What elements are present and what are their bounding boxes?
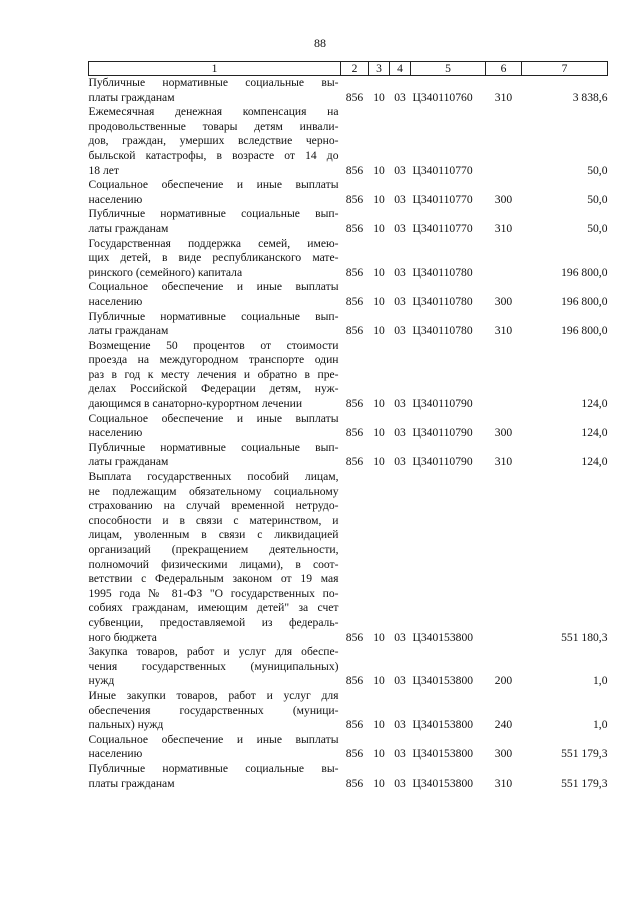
subsection-code: 03 bbox=[394, 674, 406, 688]
section-code: 10 bbox=[373, 90, 385, 104]
row-description bbox=[89, 441, 341, 470]
section-code: 10 bbox=[373, 324, 385, 338]
description-line: Социальное обеспечение и иные выплаты bbox=[88, 411, 339, 425]
description-line: латы гражданам bbox=[88, 455, 169, 469]
description-line: ринского (семейного) капитала bbox=[88, 265, 243, 279]
target-article-code: Ц340153800 bbox=[412, 674, 474, 688]
section-code: 10 bbox=[373, 221, 385, 235]
subsection-code: 03 bbox=[394, 397, 406, 411]
description-line: не подлежащим обязательному социальному bbox=[88, 484, 339, 498]
description-line: пальных) нужд bbox=[88, 718, 164, 732]
row-description bbox=[89, 105, 341, 178]
target-article-code: Ц340110780 bbox=[412, 324, 473, 338]
target-article-code: Ц340153800 bbox=[412, 630, 474, 644]
row-description bbox=[89, 689, 341, 733]
grbs-code: 856 bbox=[345, 163, 364, 177]
subsection-code: 03 bbox=[394, 776, 406, 790]
description-line: Социальное обеспечение и иные выплаты bbox=[88, 732, 339, 746]
table-row bbox=[89, 237, 608, 281]
amount: 50,0 bbox=[587, 163, 608, 177]
description-line: Иные закупки товаров, работ и услуг для bbox=[88, 688, 339, 702]
grbs-code: 856 bbox=[345, 324, 364, 338]
description-line: нужд bbox=[88, 674, 115, 688]
row-description bbox=[89, 645, 341, 689]
description-line: быльской катастрофы, в возрасте от 14 до bbox=[88, 148, 339, 162]
grbs-code: 856 bbox=[345, 294, 364, 308]
description-line: собиях гражданам, имеющим детей" за счет bbox=[88, 601, 339, 615]
section-code: 10 bbox=[373, 776, 385, 790]
table-row bbox=[89, 412, 608, 441]
table-row bbox=[89, 178, 608, 207]
column-header-7: 7 bbox=[522, 62, 608, 76]
amount: 1,0 bbox=[593, 718, 608, 732]
section-code: 10 bbox=[373, 747, 385, 761]
subsection-code: 03 bbox=[394, 324, 406, 338]
description-line: ветствии с Федеральным законом от 19 мая bbox=[88, 572, 339, 586]
amount: 551 180,3 bbox=[561, 630, 608, 644]
description-line: субвенции, предоставляемой из федераль- bbox=[88, 615, 339, 629]
budget-table bbox=[88, 61, 608, 791]
section-code: 10 bbox=[373, 426, 385, 440]
subsection-code: 03 bbox=[394, 163, 406, 177]
table-row bbox=[89, 441, 608, 470]
amount: 124,0 bbox=[581, 455, 608, 469]
column-header-4: 4 bbox=[390, 62, 411, 76]
grbs-code: 856 bbox=[345, 265, 364, 279]
grbs-code: 856 bbox=[345, 192, 364, 206]
subsection-code: 03 bbox=[394, 192, 406, 206]
row-description bbox=[89, 280, 341, 309]
grbs-code: 856 bbox=[345, 455, 364, 469]
amount: 196 800,0 bbox=[561, 324, 608, 338]
expense-type-code: 310 bbox=[494, 90, 513, 104]
description-line: Публичные нормативные социальные вып- bbox=[88, 309, 339, 323]
target-article-code: Ц340110760 bbox=[412, 90, 473, 104]
expense-type-code bbox=[486, 237, 522, 281]
row-description bbox=[89, 339, 341, 412]
description-line: Закупка товаров, работ и услуг для обеспе- bbox=[88, 645, 339, 659]
description-line: Публичные нормативные социальные вы- bbox=[88, 761, 339, 775]
expense-type-code: 310 bbox=[494, 455, 513, 469]
description-line: Публичные нормативные социальные вып- bbox=[88, 207, 339, 221]
table-row bbox=[89, 310, 608, 339]
description-line: платы гражданам bbox=[88, 776, 175, 790]
grbs-code: 856 bbox=[345, 221, 364, 235]
row-description bbox=[89, 470, 341, 645]
description-line: Возмещение 50 процентов от стоимости bbox=[88, 338, 339, 352]
expense-type-code: 310 bbox=[494, 221, 513, 235]
subsection-code: 03 bbox=[394, 90, 406, 104]
expense-type-code: 310 bbox=[494, 776, 513, 790]
description-line: дов, граждан, умерших вследствие черно- bbox=[88, 134, 339, 148]
grbs-code: 856 bbox=[345, 776, 364, 790]
expense-type-code: 200 bbox=[494, 674, 513, 688]
target-article-code: Ц340110770 bbox=[412, 192, 473, 206]
column-header-6: 6 bbox=[486, 62, 522, 76]
table-row bbox=[89, 689, 608, 733]
description-line: продовольственные товары детям инвали- bbox=[88, 119, 339, 133]
table-row bbox=[89, 105, 608, 178]
row-description bbox=[89, 207, 341, 236]
amount: 124,0 bbox=[581, 397, 608, 411]
table-body bbox=[89, 76, 608, 792]
target-article-code: Ц340110780 bbox=[412, 294, 473, 308]
description-line: обеспечения государственных (муници- bbox=[88, 703, 339, 717]
expense-type-code bbox=[486, 105, 522, 178]
grbs-code: 856 bbox=[345, 397, 364, 411]
description-line: способности и в связи с материнством, и bbox=[88, 513, 339, 527]
grbs-code: 856 bbox=[345, 674, 364, 688]
target-article-code: Ц340110770 bbox=[412, 163, 473, 177]
description-line: Социальное обеспечение и иные выплаты bbox=[88, 280, 339, 294]
description-line: латы гражданам bbox=[88, 221, 169, 235]
target-article-code: Ц340153800 bbox=[412, 747, 474, 761]
description-line: Публичные нормативные социальные вы- bbox=[88, 76, 339, 89]
row-description bbox=[89, 412, 341, 441]
description-line: ного бюджета bbox=[88, 630, 157, 644]
grbs-code: 856 bbox=[345, 426, 364, 440]
description-line: полномочий физическими лицами), в соот- bbox=[88, 557, 339, 571]
description-line: проезда на междугородном транспорте один bbox=[88, 353, 339, 367]
column-header-row bbox=[89, 62, 608, 76]
table-row bbox=[89, 645, 608, 689]
description-line: раз в год к месту лечения и обратно в пре- bbox=[88, 367, 339, 381]
description-line: лицам, уволенным в связи с ликвидацией bbox=[88, 528, 339, 542]
subsection-code: 03 bbox=[394, 747, 406, 761]
column-header-2: 2 bbox=[341, 62, 369, 76]
section-code: 10 bbox=[373, 397, 385, 411]
table-row bbox=[89, 733, 608, 762]
subsection-code: 03 bbox=[394, 221, 406, 235]
expense-type-code: 300 bbox=[494, 294, 513, 308]
description-line: Государственная поддержка семей, имею- bbox=[88, 236, 339, 250]
grbs-code: 856 bbox=[345, 718, 364, 732]
amount: 551 179,3 bbox=[561, 776, 608, 790]
expense-type-code: 310 bbox=[494, 324, 513, 338]
amount: 1,0 bbox=[593, 674, 608, 688]
description-line: 18 лет bbox=[88, 163, 119, 177]
description-line: щих детей, в виде республиканского мате- bbox=[88, 251, 339, 265]
table-row bbox=[89, 76, 608, 106]
row-description bbox=[89, 762, 341, 791]
description-line: платы гражданам bbox=[88, 90, 175, 104]
grbs-code: 856 bbox=[345, 90, 364, 104]
section-code: 10 bbox=[373, 718, 385, 732]
description-line: Выплата государственных пособий лицам, bbox=[88, 470, 339, 484]
description-line: населению bbox=[88, 294, 143, 308]
amount: 196 800,0 bbox=[561, 265, 608, 279]
description-line: дающимся в санаторно-курортном лечении bbox=[88, 397, 303, 411]
description-line: организаций (прекращением деятельности, bbox=[88, 543, 339, 556]
amount: 551 179,3 bbox=[561, 747, 608, 761]
description-line: населению bbox=[88, 426, 143, 440]
expense-type-code: 300 bbox=[494, 192, 513, 206]
table-row bbox=[89, 207, 608, 236]
expense-type-code: 300 bbox=[494, 426, 513, 440]
amount: 124,0 bbox=[581, 426, 608, 440]
target-article-code: Ц340110770 bbox=[412, 221, 473, 235]
description-line: населению bbox=[88, 192, 143, 206]
description-line: страхованию на случай временной нетрудо- bbox=[88, 499, 339, 513]
target-article-code: Ц340153800 bbox=[412, 776, 474, 790]
subsection-code: 03 bbox=[394, 455, 406, 469]
subsection-code: 03 bbox=[394, 426, 406, 440]
target-article-code: Ц340110790 bbox=[412, 455, 473, 469]
row-description bbox=[89, 310, 341, 339]
column-header-3: 3 bbox=[369, 62, 390, 76]
column-header-1: 1 bbox=[89, 62, 341, 76]
expense-type-code bbox=[486, 339, 522, 412]
table-row bbox=[89, 339, 608, 412]
target-article-code: Ц340110790 bbox=[412, 397, 473, 411]
amount: 50,0 bbox=[587, 192, 608, 206]
row-description bbox=[89, 76, 341, 106]
description-line: 1995 года № 81-ФЗ "О государственных по- bbox=[88, 586, 339, 600]
page-number: 88 bbox=[314, 36, 326, 50]
row-description bbox=[89, 237, 341, 281]
column-header-5: 5 bbox=[411, 62, 486, 76]
table-row bbox=[89, 280, 608, 309]
section-code: 10 bbox=[373, 294, 385, 308]
expense-type-code bbox=[486, 470, 522, 645]
grbs-code: 856 bbox=[345, 747, 364, 761]
section-code: 10 bbox=[373, 265, 385, 279]
description-line: латы гражданам bbox=[88, 324, 169, 338]
subsection-code: 03 bbox=[394, 294, 406, 308]
target-article-code: Ц340110780 bbox=[412, 265, 473, 279]
description-line: населению bbox=[88, 747, 143, 761]
subsection-code: 03 bbox=[394, 265, 406, 279]
section-code: 10 bbox=[373, 163, 385, 177]
target-article-code: Ц340110790 bbox=[412, 426, 473, 440]
subsection-code: 03 bbox=[394, 630, 406, 644]
grbs-code: 856 bbox=[345, 630, 364, 644]
amount: 50,0 bbox=[587, 221, 608, 235]
target-article-code: Ц340153800 bbox=[412, 718, 474, 732]
description-line: Публичные нормативные социальные вып- bbox=[88, 440, 339, 454]
amount: 196 800,0 bbox=[561, 294, 608, 308]
row-description bbox=[89, 733, 341, 762]
section-code: 10 bbox=[373, 192, 385, 206]
section-code: 10 bbox=[373, 455, 385, 469]
amount: 3 838,6 bbox=[572, 90, 608, 104]
section-code: 10 bbox=[373, 630, 385, 644]
section-code: 10 bbox=[373, 674, 385, 688]
table-row bbox=[89, 762, 608, 791]
expense-type-code: 300 bbox=[494, 747, 513, 761]
subsection-code: 03 bbox=[394, 718, 406, 732]
description-line: чения государственных (муниципальных) bbox=[88, 659, 339, 673]
description-line: Социальное обеспечение и иные выплаты bbox=[88, 178, 339, 192]
expense-type-code: 240 bbox=[494, 718, 513, 732]
description-line: делах Российской Федерации детям, нуж- bbox=[88, 382, 339, 396]
row-description bbox=[89, 178, 341, 207]
table-row bbox=[89, 470, 608, 645]
description-line: Ежемесячная денежная компенсация на bbox=[88, 105, 339, 119]
